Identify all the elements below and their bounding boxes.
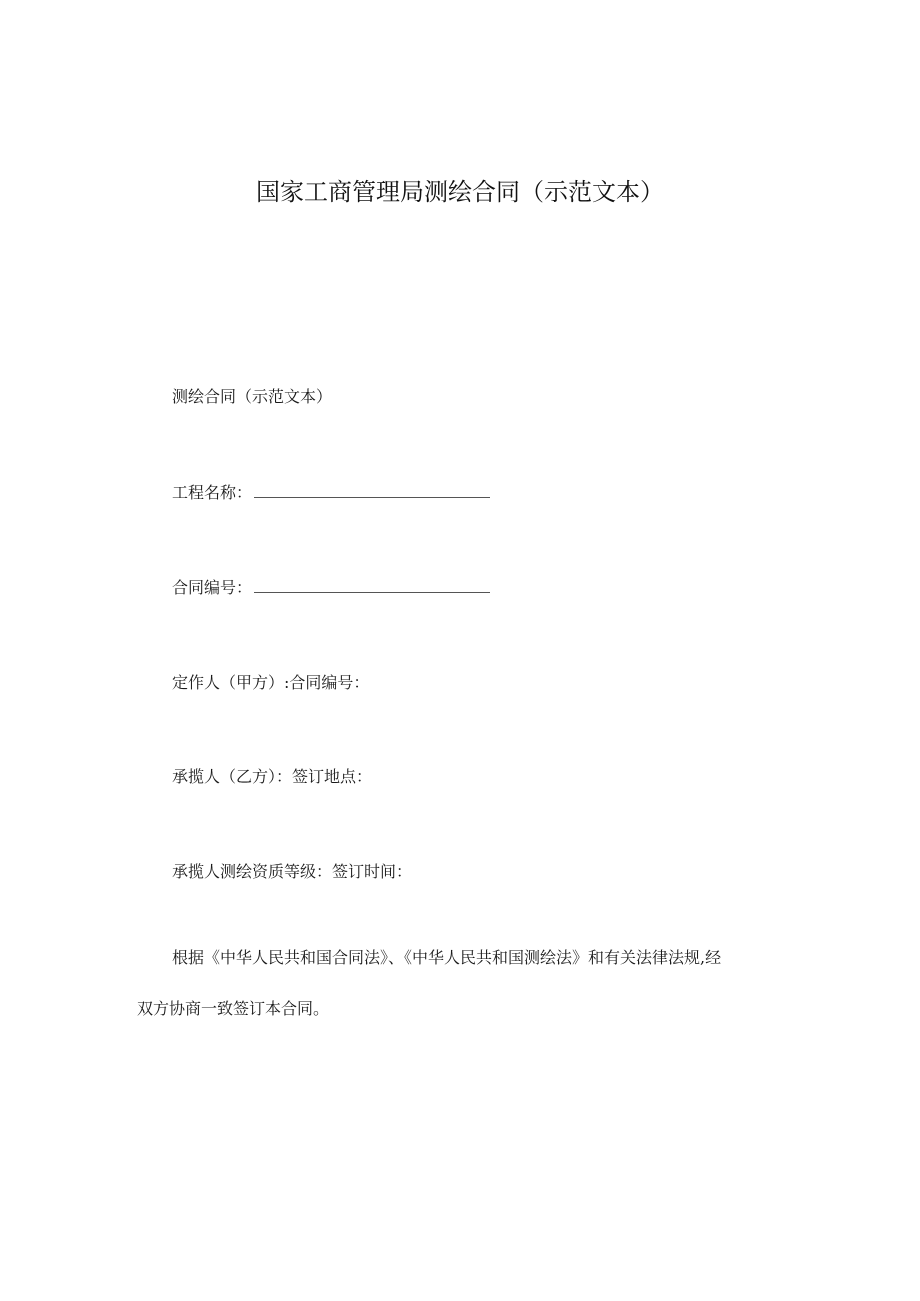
party-a-line: 定作人（甲方）:合同编号：: [172, 673, 370, 692]
intro-line-1: 根据《中华人民共和国合同法》、《中华人民共和国测绘法》和有关法律法规,经: [172, 948, 722, 967]
contract-number-row: [172, 578, 490, 598]
project-name-row: [172, 483, 490, 503]
project-name-blank: [254, 485, 490, 498]
document-subtitle: 测绘合同（示范文本）: [172, 387, 333, 406]
party-b-line: 承揽人（乙方）：签订地点：: [172, 767, 373, 786]
intro-line-2: 双方协商一致签订本合同。: [137, 999, 330, 1018]
intro-paragraph: [137, 932, 787, 1034]
project-name-label: 工程名称：: [172, 483, 253, 502]
document-title: 国家工商管理局测绘合同（示范文本）: [256, 178, 664, 206]
contract-number-blank: [254, 580, 490, 593]
contract-number-label: 合同编号：: [172, 578, 253, 597]
qualification-line: 承揽人测绘资质等级：签订时间：: [172, 862, 413, 881]
